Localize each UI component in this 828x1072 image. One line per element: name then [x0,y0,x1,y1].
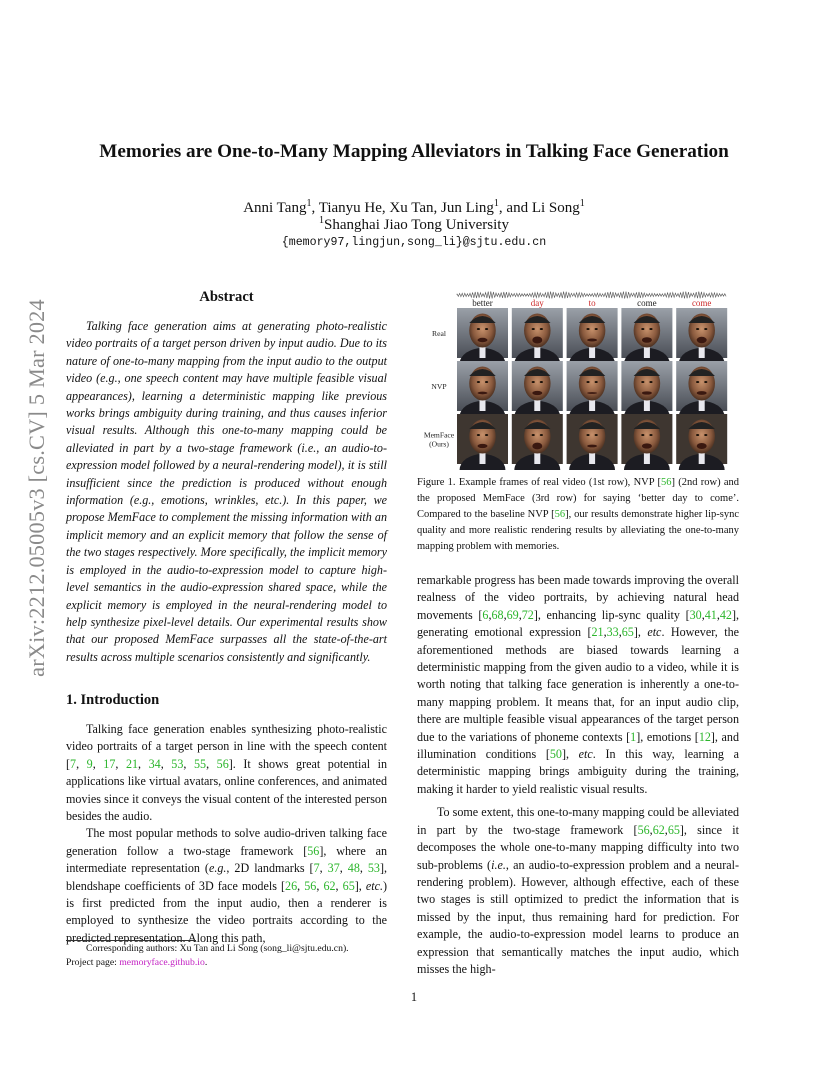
frame-mouth [642,443,652,448]
figure-row-label: Real [432,329,446,338]
frame-eye [595,381,598,383]
figure-row-label: NVP [431,382,447,391]
text-run: , [183,756,194,771]
citation-link[interactable]: 53 [367,861,380,876]
citation-link[interactable]: 1 [630,729,637,744]
affiliation-name: Shanghai Jiao Tong University [324,217,509,233]
frame-eye [641,328,644,330]
author-list [100,195,728,217]
frame-mouth [697,443,707,449]
frame-mouth [587,339,597,342]
text-run: The most popular methods to solve audio-driven talking face generation follow a two-stage framework [ [66,826,387,858]
paper-title: Memories are One-to-Many Mapping Alleviators in Talking Face Generation [99,141,729,162]
citation-link[interactable]: 34 [148,756,161,771]
author-name: Jun Ling [441,200,494,216]
frame-collar [589,399,595,411]
text-run: , [297,878,305,893]
frame-collar [480,346,486,358]
citation-link[interactable]: 65 [667,822,680,837]
frame-mouth [532,443,542,450]
footnote-project-page [66,956,396,970]
frame-eye [696,381,699,383]
citation-link[interactable]: 56 [554,509,566,520]
author-affiliation-marker: 1 [579,198,585,209]
frame-eye [641,381,644,383]
frame-mouth [478,338,488,342]
emphasis-text: i.e. [491,857,506,872]
text-run: remarkable progress has been made towards improving the overall realness of the video portraits, by achieving natural head movements [ [417,573,739,622]
text-run: , [316,878,324,893]
text-run: , [160,756,172,771]
citation-link[interactable]: 30 [689,607,702,622]
citation-link[interactable]: 56 [216,756,229,771]
video-frame [512,414,563,470]
citation-link[interactable]: 21 [125,756,139,771]
citation-link[interactable]: 26 [285,878,298,893]
text-run: , 2D landmarks [ [226,861,314,876]
frame-eye [485,434,488,436]
citation-link[interactable]: 42 [719,607,732,622]
text-run: ], our results demonstrate higher lip-sync quality and more realistic rendering results by alleviating the one-to-many mapping problem with memories. [417,509,739,552]
citation-link[interactable]: 21 [591,625,604,640]
author-email[interactable]: {memory97,lingjun,song_li}@sjtu.edu.cn [281,236,547,249]
frame-eye [540,381,543,383]
citation-link[interactable]: 65 [621,625,634,640]
text-run: , [701,607,705,622]
footnote [66,942,396,970]
citation-link[interactable]: 53 [171,756,184,771]
text-run: , [206,756,217,771]
text-run: Project page: [66,957,120,968]
figure-row-label: MemFace [423,430,455,440]
text-run: ], and illumination conditions [ [417,729,740,762]
frame-collar [644,346,650,358]
text-run: . [204,957,208,968]
abstract-paragraph [66,318,387,666]
author-separator: , and [498,200,532,216]
figure-word-label: come [637,298,657,308]
citation-link[interactable]: 37 [327,861,340,876]
intro-paragraph [66,825,387,947]
frame-eye [540,434,543,436]
video-frame [676,414,727,470]
figure-frames-grid [457,308,727,470]
figure-word-label: better [472,298,493,308]
frame-mouth [532,337,542,344]
citation-link[interactable]: 56 [304,878,317,893]
figure-word-labels [472,298,711,308]
citation-link[interactable]: 6 [482,607,489,622]
text-run: , [603,625,607,640]
frame-eye [477,381,480,383]
citation-link[interactable]: 7 [313,861,320,876]
frame-collar [534,452,540,464]
frame-eye [704,434,707,436]
frame-eye [649,328,652,330]
frame-mouth [697,391,707,395]
frame-mouth [587,445,597,448]
citation-link[interactable]: 41 [704,607,717,622]
citation-link[interactable]: 69 [506,607,519,622]
text-run: ], [354,878,366,893]
figure-1 [423,286,739,470]
text-run: Talking face generation enables synthesizing photo-realistic video portraits of a target person in line with the speech content [ [66,722,387,771]
text-run: , [92,756,104,771]
emphasis-text: e.g. [208,861,227,876]
figure-word-label: come [691,298,712,308]
frame-collar [644,399,650,411]
citation-link[interactable]: 56 [660,477,672,488]
frame-collar [699,346,705,358]
emphasis-text: etc. [365,878,383,893]
text-run: . However, the aforementioned methods are biased towards learning a deterministic mapping from the given audio to a video, while it is worth noting that talking face generation is inherently a one-to-many mapping problem. It means that, for an input audio clip, there are multiple feasible visual appearances of the target person due to the variations of phoneme contexts [ [417,625,739,744]
citation-link[interactable]: 33 [606,625,619,640]
text-run: ] (2nd row) and the proposed MemFace (3rd row) for saying ‘better day to come’. Compared to the baseline NVP [ [417,477,739,520]
citation-link[interactable]: 55 [193,756,207,771]
text-run: , [649,822,653,837]
frame-mouth [587,392,597,394]
citation-link[interactable]: 17 [103,756,116,771]
frame-eye [540,328,543,330]
text-run: , [339,861,348,876]
author-separator: , [433,200,441,216]
frame-eye [641,434,644,436]
text-run: ], [561,747,579,762]
right-column-body [417,572,739,978]
frame-eye [649,434,652,436]
text-run: , [716,607,720,622]
figure-1-caption [417,475,739,555]
frame-eye [586,381,589,383]
text-run: , [76,756,87,771]
project-page-link[interactable]: memoryface.github.io [119,957,205,968]
figure-1-graphic [423,286,739,470]
video-frame [457,414,508,470]
figure-word-label: day [530,298,544,308]
frame-eye [532,434,535,436]
text-run: ], generating emotional expression [ [417,607,740,640]
frame-mouth [642,337,652,343]
text-run: , [664,822,668,837]
frame-eye [595,328,598,330]
author-name: Anni Tang [243,200,307,216]
emphasis-text: etc [647,625,662,640]
section-heading-introduction: 1. Introduction [66,692,160,708]
frame-mouth [532,391,542,395]
citation-link[interactable]: 68 [491,607,504,622]
text-run: , [359,861,368,876]
frame-collar [699,399,705,411]
frame-eye [696,328,699,330]
author-name: Tianyu He [318,200,382,216]
emphasis-text: etc [578,747,593,762]
frame-eye [532,328,535,330]
frame-eye [586,328,589,330]
frame-mouth [478,392,488,395]
citation-link[interactable]: 56 [307,843,320,858]
frame-eye [532,381,535,383]
text-run: , [503,607,507,622]
arxiv-identifier[interactable]: arXiv:2212.05005v3 [cs.CV] 5 Mar 2024 [24,299,49,677]
text-run: , [115,756,126,771]
text-run: ) is first predicted from the input audio, then a renderer is employed to synthesize the video portraits according to the predicted representation. Along this path, [66,878,388,945]
frame-collar [534,399,540,411]
frame-eye [485,381,488,383]
abstract-body [66,318,387,666]
frame-mouth [697,337,707,343]
figure-row-label: (Ours) [429,439,449,449]
frame-eye [704,381,707,383]
frame-mouth [642,391,652,394]
frame-collar [699,452,705,464]
frame-collar [534,346,540,358]
citation-link[interactable]: 62 [652,822,665,837]
text-run: , [488,607,492,622]
text-run: , [335,878,343,893]
affiliation-marker: 1 [319,215,325,226]
abstract-heading: Abstract [199,289,254,305]
text-run: ]. It shows great potential in applications like virtual avatars, online conferences, and animated movies since it conveys the visual content of the interested person besides the audio. [66,756,388,824]
text-run: Corresponding authors: Xu Tan and Li Song (song_li@sjtu.edu.cn). [86,943,349,954]
citation-link[interactable]: 72 [521,607,534,622]
footnote-divider [66,940,196,941]
body-paragraph [417,572,739,798]
frame-eye [595,434,598,436]
frame-mouth [478,444,488,448]
text-run: ], blendshape coefficients of 3D face models [ [66,861,388,893]
frame-collar [589,452,595,464]
affiliation [100,215,728,234]
page-number: 1 [410,990,418,1004]
footnote-corresponding-authors [66,942,396,956]
frame-eye [649,381,652,383]
text-run: , an audio-to-expression problem and a neural-rendering problem). However, although effective, each of these two stages is still optimized to predict the information that is missed by the input, thus remaining hard for prediction. For example, the audio-to-expression model learns to produce an expression that semantically matches the input audio, which misses the high- [417,857,739,976]
frame-collar [480,452,486,464]
citation-link[interactable]: 62 [323,878,336,893]
citation-link[interactable]: 65 [342,878,355,893]
frame-eye [477,434,480,436]
author-separator: , [381,200,390,216]
text-run: To some extent, this one-to-many mapping could be alleviated in part by the two-stage framework [ [417,805,739,837]
text-run: ], where an intermediate representation ( [66,843,387,876]
frame-collar [589,346,595,358]
citation-link[interactable]: 56 [637,822,650,837]
text-run: , [319,861,328,876]
frame-eye [485,328,488,330]
author-affiliation-marker: 1 [306,198,312,209]
citation-link[interactable]: 7 [70,756,77,771]
video-frame [567,414,618,470]
body-paragraph [417,804,739,978]
introduction-body [66,721,387,947]
frame-eye [696,434,699,436]
figure-row-labels [424,329,455,449]
arxiv-sidebar-stamp [22,288,52,688]
frame-collar [644,452,650,464]
text-run: , [618,625,622,640]
citation-link[interactable]: 48 [347,861,360,876]
frame-eye [477,328,480,330]
citation-link[interactable]: 12 [698,729,711,744]
frame-collar [480,399,486,411]
text-run: ], [633,625,648,640]
author-separator: , [311,200,319,216]
intro-paragraph [66,721,387,825]
text-run: , [138,756,149,771]
text-run: Talking face generation aims at generating photo-realistic video portraits of a target person driven by input audio. Due to its nature of one-to-many mapping from the input audio to the output video (e.g., one speech content may have multiple feasible visual appearances), learning a deterministic mapping like previous works brings ambiguity during training, and thus causes inferior visual results. Although this one-to-many mapping could be alleviated in part by a two-stage framework (i.e., an audio-to-expression model followed by a neural-rendering model), it is still insufficient since the prediction is produced without enough information (e.g., emotions, wrinkles, etc.). In this paper, we propose MemFace to complement the missing information with an implicit memory and an explicit memory that follow the sense of the two stages respectively. More specifically, the implicit memory is employed in the audio-to-expression model to capture high-level semantics in the audio-expression shared space, while the explicit memory is employed in the neural-rendering model to help synthesize pixel-level details. Our experimental results show that our proposed MemFace surpasses all the state-of-the-art results across multiple scenarios consistently and significantly. [66,319,387,664]
text-run: ], since it decomposes the whole one-to-many mapping difficulty into two sub-problems ( [417,822,739,872]
author-name: Xu Tan [389,200,434,216]
author-affiliation-marker: 1 [493,198,499,209]
text-run: ], emotions [ [636,729,699,744]
frame-eye [586,434,589,436]
video-frame [621,414,672,470]
text-run: ], enhancing lip-sync quality [ [533,607,690,622]
figure-word-label: to [588,298,596,308]
frame-eye [704,328,707,330]
text-run: , [518,607,522,622]
author-name: Li Song [531,200,580,216]
text-run: Figure 1. Example frames of real video (1st row), NVP [ [417,477,661,488]
citation-link[interactable]: 50 [549,747,562,762]
citation-link[interactable]: 9 [86,756,93,771]
text-run: . In this way, learning a deterministic mapping brings ambiguity during the training, making it harder to yield realistic visual results. [417,747,740,796]
